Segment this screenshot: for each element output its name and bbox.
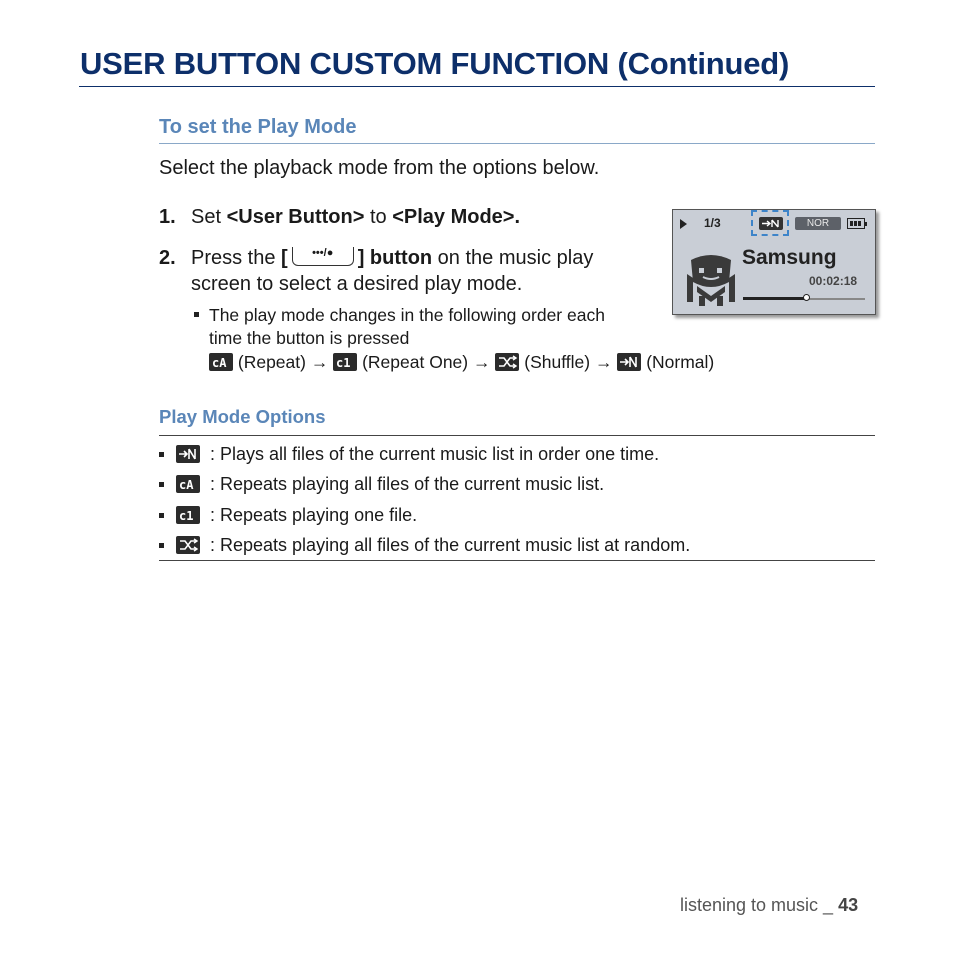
step-bold-user-button: <User Button> bbox=[226, 206, 365, 228]
note-line-1: The play mode changes in the following order each bbox=[209, 305, 605, 325]
bracket-open: [ bbox=[281, 247, 288, 269]
shuffle-icon bbox=[495, 353, 519, 371]
music-player-screen bbox=[672, 209, 876, 315]
arrow: → bbox=[473, 352, 491, 372]
step-text: on the music play bbox=[432, 247, 594, 269]
mode-label: (Shuffle) bbox=[524, 352, 591, 372]
intro-text: Select the playback mode from the options below. bbox=[159, 157, 600, 179]
battery-icon bbox=[847, 218, 865, 229]
step-number: 2. bbox=[159, 247, 176, 269]
bullet-marker bbox=[194, 312, 199, 317]
page-number: 43 bbox=[838, 895, 859, 915]
repeat-one-icon bbox=[333, 353, 357, 371]
repeat-one-icon bbox=[176, 506, 200, 524]
step-bold-play-mode: <Play Mode>. bbox=[392, 206, 521, 228]
normal-icon bbox=[617, 353, 641, 371]
option-repeat bbox=[159, 474, 604, 495]
track-count: 1/3 bbox=[704, 216, 721, 230]
step-2 bbox=[159, 247, 593, 270]
step-text: to bbox=[364, 206, 393, 228]
normal-icon bbox=[176, 445, 200, 463]
svg-text:c1: c1 bbox=[336, 356, 351, 370]
play-icon bbox=[680, 219, 687, 229]
user-button-icon bbox=[292, 247, 354, 266]
option-text: : Plays all files of the current music list in order one time. bbox=[210, 444, 660, 464]
shuffle-icon bbox=[176, 536, 200, 554]
note-line-2: time the button is pressed bbox=[209, 328, 410, 348]
page-title: USER BUTTON CUSTOM FUNCTION (Continued) bbox=[80, 46, 790, 81]
options-divider-bottom bbox=[159, 560, 875, 561]
track-title: Samsung bbox=[742, 246, 837, 269]
option-repeat-one bbox=[159, 505, 417, 526]
bracket-close: ] button bbox=[357, 247, 433, 269]
page-footer bbox=[680, 895, 858, 916]
option-normal bbox=[159, 444, 659, 465]
options-heading: Play Mode Options bbox=[159, 406, 326, 427]
step-text: Press the bbox=[191, 247, 282, 269]
bullet-marker bbox=[159, 513, 164, 518]
step-text: Set bbox=[191, 206, 227, 228]
option-text: : Repeats playing all files of the current music list at random. bbox=[210, 535, 691, 555]
bullet-marker bbox=[159, 452, 164, 457]
mascot-icon bbox=[685, 252, 737, 308]
mode-label: (Repeat One) bbox=[362, 352, 469, 372]
option-text: : Repeats playing all files of the current music list. bbox=[210, 474, 605, 494]
option-text: : Repeats playing one file. bbox=[210, 505, 418, 525]
repeat-icon bbox=[176, 475, 200, 493]
step-1 bbox=[159, 206, 520, 229]
footer-section: listening to music _ bbox=[680, 895, 839, 915]
elapsed-time: 00:02:18 bbox=[809, 274, 858, 288]
mode-sequence bbox=[209, 352, 714, 373]
progress-fill bbox=[743, 297, 806, 300]
section-divider bbox=[159, 143, 875, 144]
section-heading: To set the Play Mode bbox=[159, 116, 357, 138]
normal-mode-icon bbox=[759, 217, 783, 230]
svg-text:cA: cA bbox=[179, 478, 194, 492]
bullet-marker bbox=[159, 482, 164, 487]
step-2-line-2: screen to select a desired play mode. bbox=[191, 273, 523, 295]
title-divider bbox=[79, 86, 875, 87]
bullet-marker bbox=[159, 543, 164, 548]
mode-label: (Repeat) bbox=[237, 352, 306, 372]
option-shuffle bbox=[159, 535, 690, 556]
step-number: 1. bbox=[159, 206, 176, 228]
arrow: → bbox=[594, 352, 613, 372]
svg-text:c1: c1 bbox=[179, 509, 194, 523]
svg-text:cA: cA bbox=[212, 356, 227, 370]
mode-label: (Normal) bbox=[646, 352, 715, 372]
user-button-glyph: •••/● bbox=[312, 247, 334, 259]
options-divider-top bbox=[159, 435, 875, 436]
repeat-icon bbox=[209, 353, 233, 371]
eq-label: NOR bbox=[795, 217, 841, 230]
arrow: → bbox=[310, 352, 329, 372]
